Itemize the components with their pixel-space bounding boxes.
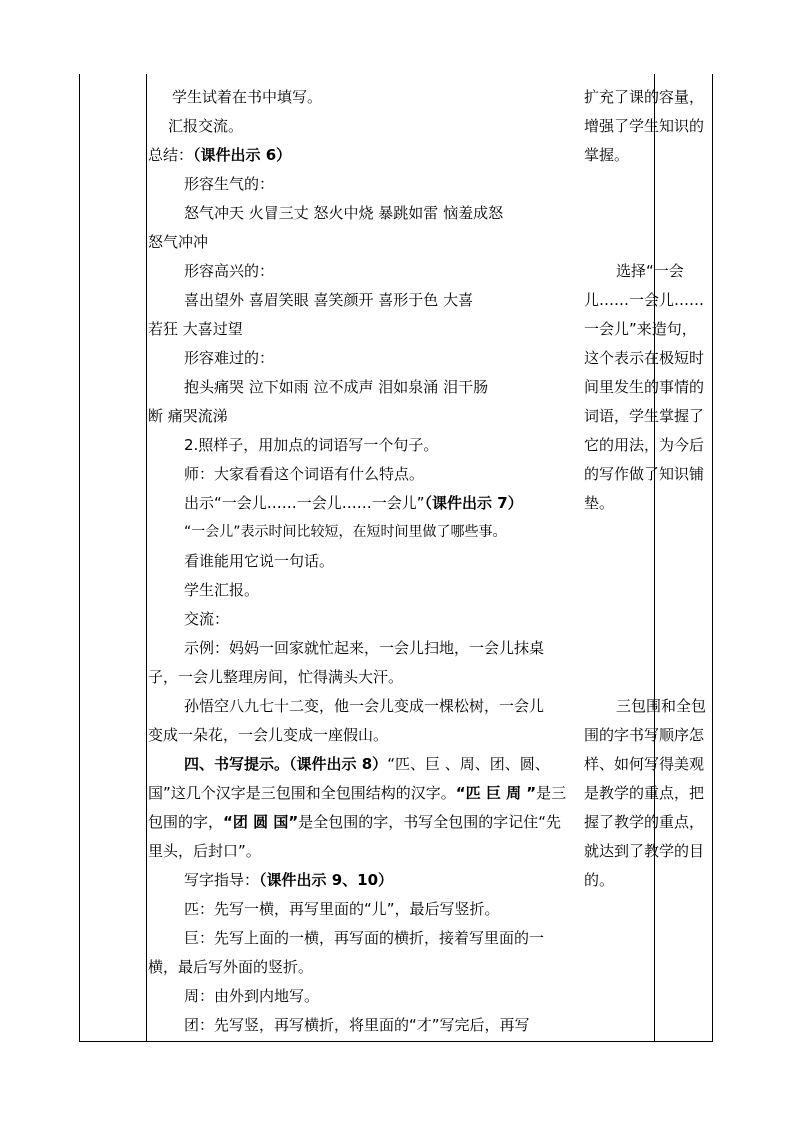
text-run: “匹、巨 、周、团、圆、 <box>387 755 550 773</box>
text-run: 横，最后写外面的竖折。 <box>148 958 314 976</box>
notes-column <box>584 74 710 1042</box>
text-run: 孙悟空八九七十二变，他一会儿变成一棵松树，一会儿 <box>184 697 545 715</box>
text-run: 是三 <box>536 784 567 802</box>
text-run: 师：大家看看这个词语有什么特点。 <box>184 465 425 483</box>
text-line <box>148 401 653 431</box>
note-line: 的写作做了知识铺 <box>584 465 705 483</box>
text-run: 抱头痛哭 泣下如雨 泣不成声 泪如泉涌 泪干肠 <box>184 378 489 396</box>
note-line: 儿……一会儿…… <box>584 291 705 309</box>
note-line: 围的字书写顺序怎 <box>584 726 705 744</box>
note-line: 掌握。 <box>584 146 630 164</box>
text-run: 形容高兴的： <box>184 262 275 280</box>
note-line: 握了教学的重点， <box>584 813 705 831</box>
text-run: 形容难过的： <box>184 349 275 367</box>
text-run: 巨：先写上面的一横，再写面的横折，接着写里面的一 <box>184 929 545 947</box>
text-run: 里头，后封口”。 <box>148 842 261 860</box>
text-line <box>148 836 653 866</box>
note-line: 这个表示在极短时 <box>584 349 705 367</box>
text-line <box>148 662 653 692</box>
text-run: 国”这几个汉字是三包围和全包围结构的汉字。 <box>148 784 456 802</box>
text-run: 怒气冲天 火冒三丈 怒火中烧 暴跳如雷 恼羞成怒 <box>184 204 504 222</box>
note-line: 它的用法，为今后 <box>584 436 705 454</box>
bold-text-run: （课件出示 8） <box>289 755 388 773</box>
text-run: 子，一会儿整理房间，忙得满头大汗。 <box>148 668 404 686</box>
text-run: 示例：妈妈一回家就忙起来，一会儿扫地，一会儿抹桌 <box>184 639 545 657</box>
text-line <box>148 807 653 837</box>
text-line <box>148 778 653 808</box>
text-run: 若狂 大喜过望 <box>148 320 243 338</box>
note-line: 词语，学生掌握了 <box>584 407 705 425</box>
text-line <box>148 140 653 170</box>
bold-text-run: （课件出示 9、10） <box>259 871 394 889</box>
text-line <box>148 720 653 750</box>
text-run: 汇报交流。 <box>168 117 244 135</box>
bold-text-run: 四、书写提示。 <box>184 755 290 773</box>
bold-text-run: （课件出示 6） <box>193 146 292 164</box>
teaching-process-column <box>148 74 653 1042</box>
note-line: 三包围和全包 <box>616 697 707 715</box>
bold-text-run: “团 圆 国” <box>223 813 299 831</box>
note-line: 增强了学生知识的 <box>584 117 705 135</box>
note-line: 一会儿”来造句， <box>584 320 697 338</box>
text-run: 写字指导： <box>184 871 260 889</box>
text-run: 交流： <box>184 610 230 628</box>
text-line <box>148 952 653 982</box>
bold-text-run: “匹 巨 周 ” <box>455 784 537 802</box>
text-run: 总结： <box>148 146 194 164</box>
text-run: 变成一朵花，一会儿变成一座假山。 <box>148 726 389 744</box>
table-border-left <box>79 74 80 1042</box>
note-line: 垫。 <box>584 494 615 512</box>
note-line: 选择“一会 <box>616 262 684 280</box>
text-run: 2.照样子，用加点的词语写一个句子。 <box>184 436 439 454</box>
text-run: 是全包围的字，书写全包围的字记住“先 <box>298 813 561 831</box>
text-run: 看谁能用它说一句话。 <box>184 552 335 570</box>
text-run: 形容生气的： <box>184 175 275 193</box>
table-divider-1 <box>146 74 147 1042</box>
text-line <box>148 314 653 344</box>
text-run: 断 痛哭流涕 <box>148 407 228 425</box>
text-run: 喜出望外 喜眉笑眼 喜笑颜开 喜形于色 大喜 <box>184 291 474 309</box>
note-line: 扩充了课的容量， <box>584 88 705 106</box>
text-run: 包围的字， <box>148 813 224 831</box>
text-line <box>148 227 653 257</box>
text-run: 团：先写竖，再写横折，将里面的“才”写完后，再写 <box>184 1016 530 1034</box>
text-run: 周：由外到内地写。 <box>184 987 320 1005</box>
note-line: 就达到了教学的目 <box>584 842 705 860</box>
text-run: 学生汇报。 <box>184 581 260 599</box>
note-line: 是教学的重点，把 <box>584 784 705 802</box>
note-line: 的。 <box>584 871 615 889</box>
bold-text-run: （课件出示 7） <box>424 494 523 512</box>
text-run: “一会儿”表示时间比较短，在短时间里做了哪些事。 <box>184 524 507 540</box>
text-run: 学生试着在书中填写。 <box>172 88 323 106</box>
note-line: 间里发生的事情的 <box>584 378 705 396</box>
note-line: 样、如何写得美观 <box>584 755 705 773</box>
text-run: 出示“一会儿……一会儿……一会儿” <box>184 494 425 512</box>
text-run: 匹：先写一横，再写里面的“儿”，最后写竖折。 <box>184 900 500 918</box>
text-run: 怒气冲冲 <box>148 233 209 251</box>
